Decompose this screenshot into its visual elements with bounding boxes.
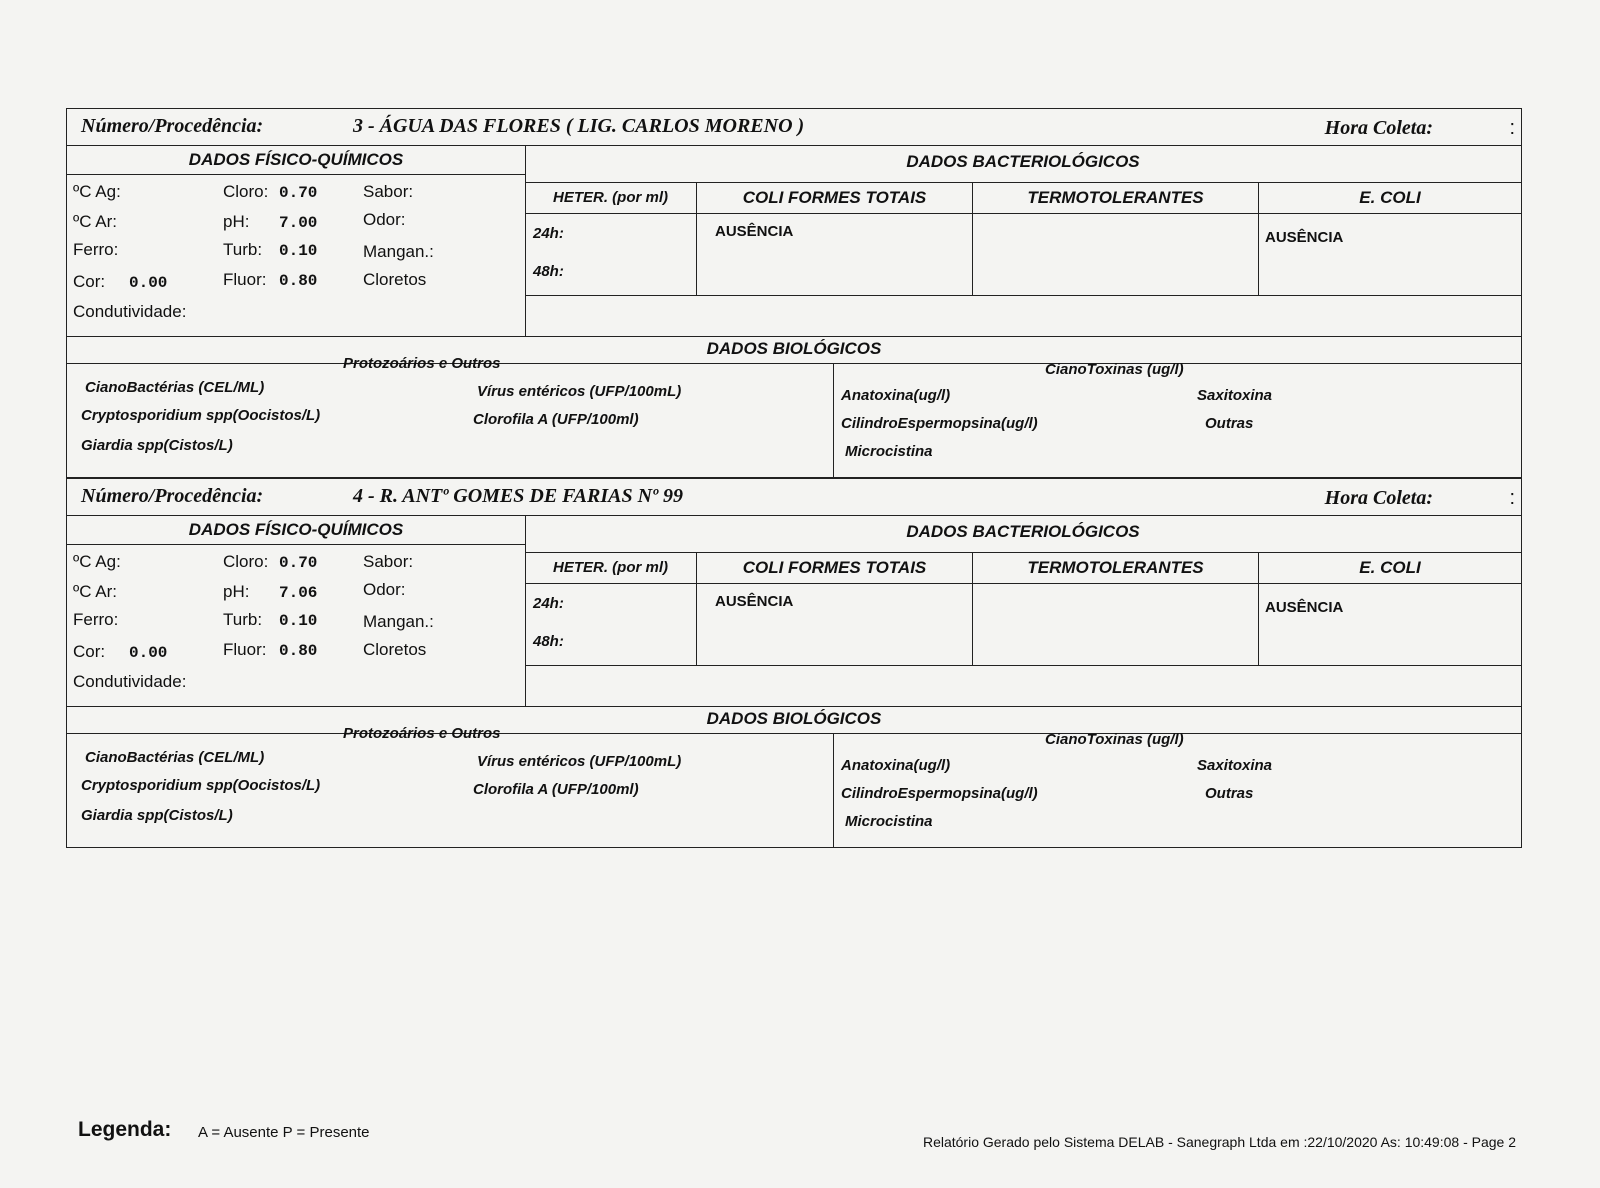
turb-label: Turb:: [223, 610, 263, 629]
cianotoxinas-label: CianoToxinas (ug/l): [1045, 731, 1184, 748]
divider: [67, 363, 1521, 364]
microcistina-label: Microcistina: [845, 813, 933, 830]
saxitoxina-label: Saxitoxina: [1197, 757, 1273, 774]
virus-label: Vírus entéricos (UFP/100mL): [477, 753, 682, 770]
ph-label: pH:: [223, 212, 250, 231]
hora-coleta-value: :: [1509, 487, 1515, 509]
hora-coleta-value: :: [1509, 117, 1515, 139]
microcistina-label: Microcistina: [845, 443, 933, 460]
cilindroespermopsina-label: CilindroEspermopsina(ug/l): [841, 415, 1038, 432]
ferro-label: Ferro:: [73, 240, 119, 259]
data-section: [67, 516, 1521, 707]
ecoli-value: AUSÊNCIA: [1265, 599, 1344, 616]
mangan-label: Mangan.:: [363, 612, 434, 631]
fisico-quimicos-panel: [67, 516, 526, 706]
cianobacterias-label: CianoBactérias (CEL/ML): [85, 379, 265, 396]
heter-column: [525, 553, 697, 665]
fq-title: DADOS FÍSICO-QUÍMICOS: [188, 520, 404, 539]
coli-header: COLI FORMES TOTAIS: [697, 553, 972, 584]
h48-label: 48h:: [533, 633, 564, 650]
record-1: [66, 108, 1522, 478]
ecoli-column: [1259, 183, 1521, 295]
cloretos-label: Cloretos: [363, 270, 427, 289]
coli-value: AUSÊNCIA: [715, 223, 794, 240]
condutividade-label: Condutividade:: [73, 672, 187, 691]
cryptosporidium-label: Cryptosporidium spp(Oocistos/L): [81, 407, 321, 424]
coli-column: [697, 183, 973, 295]
bacteriologicos-panel: [525, 516, 1521, 706]
bio-title: DADOS BIOLÓGICOS: [706, 339, 882, 358]
heter-header: HETER. (por ml): [525, 183, 696, 214]
odor-label: Odor:: [363, 580, 406, 599]
record-2: [66, 478, 1522, 848]
coli-value: AUSÊNCIA: [715, 593, 794, 610]
giardia-label: Giardia spp(Cistos/L): [81, 437, 233, 454]
fisico-quimicos-panel: [67, 146, 526, 336]
turb-value: 0.10: [279, 612, 318, 630]
termo-column: [973, 183, 1259, 295]
ecoli-column: [1259, 553, 1521, 665]
fluor-label: Fluor:: [223, 270, 267, 289]
hora-coleta-label: Hora Coleta:: [1324, 487, 1433, 509]
c-ar-label: ºC Ar:: [73, 212, 117, 231]
coli-column: [697, 553, 973, 665]
ecoli-header: E. COLI: [1259, 553, 1521, 584]
divider: [833, 363, 834, 477]
protozoarios-label: Protozoários e Outros: [343, 725, 501, 742]
cloro-label: Cloro:: [223, 552, 269, 571]
cor-label: Cor:: [73, 272, 106, 291]
legend-label: Legenda:: [78, 1118, 172, 1141]
bac-title: DADOS BACTERIOLÓGICOS: [906, 522, 1140, 541]
record-header: [67, 109, 1521, 146]
bio-title: DADOS BIOLÓGICOS: [706, 709, 882, 728]
procedencia-label: Número/Procedência:: [81, 485, 264, 507]
hora-coleta-label: Hora Coleta:: [1324, 117, 1433, 139]
protozoarios-label: Protozoários e Outros: [343, 355, 501, 372]
cor-value: 0.00: [129, 644, 168, 662]
clorofila-label: Clorofila A (UFP/100ml): [473, 411, 639, 428]
saxitoxina-label: Saxitoxina: [1197, 387, 1273, 404]
fluor-label: Fluor:: [223, 640, 267, 659]
fq-title: DADOS FÍSICO-QUÍMICOS: [188, 150, 404, 169]
c-ag-label: ºC Ag:: [73, 552, 121, 571]
termo-column: [973, 553, 1259, 665]
c-ag-label: ºC Ag:: [73, 182, 121, 201]
ph-value: 7.00: [279, 214, 318, 232]
termo-header: TERMOTOLERANTES: [973, 183, 1258, 214]
ph-label: pH:: [223, 582, 250, 601]
cloretos-label: Cloretos: [363, 640, 427, 659]
ph-value: 7.06: [279, 584, 318, 602]
heter-column: [525, 183, 697, 295]
condutividade-label: Condutividade:: [73, 302, 187, 321]
mangan-label: Mangan.:: [363, 242, 434, 261]
outras-label: Outras: [1205, 785, 1254, 802]
sabor-label: Sabor:: [363, 552, 414, 571]
termo-header: TERMOTOLERANTES: [973, 553, 1258, 584]
odor-label: Odor:: [363, 210, 406, 229]
heter-header: HETER. (por ml): [525, 553, 696, 584]
data-section: [67, 146, 1521, 337]
cor-value: 0.00: [129, 274, 168, 292]
cloro-value: 0.70: [279, 184, 318, 202]
c-ar-label: ºC Ar:: [73, 582, 117, 601]
divider: [67, 174, 525, 175]
record-header: [67, 479, 1521, 516]
bac-title: DADOS BACTERIOLÓGICOS: [906, 152, 1140, 171]
coli-header: COLI FORMES TOTAIS: [697, 183, 972, 214]
cor-label: Cor:: [73, 642, 106, 661]
anatoxina-label: Anatoxina(ug/l): [841, 387, 951, 404]
giardia-label: Giardia spp(Cistos/L): [81, 807, 233, 824]
ferro-label: Ferro:: [73, 610, 119, 629]
turb-value: 0.10: [279, 242, 318, 260]
cilindroespermopsina-label: CilindroEspermopsina(ug/l): [841, 785, 1038, 802]
h48-label: 48h:: [533, 263, 564, 280]
bacteriologicos-panel: [525, 146, 1521, 336]
clorofila-label: Clorofila A (UFP/100ml): [473, 781, 639, 798]
legend-text: A = Ausente P = Presente: [198, 1124, 370, 1141]
virus-label: Vírus entéricos (UFP/100mL): [477, 383, 682, 400]
sabor-label: Sabor:: [363, 182, 414, 201]
procedencia-value: 4 - R. ANTº GOMES DE FARIAS Nº 99: [353, 485, 684, 507]
cianotoxinas-label: CianoToxinas (ug/l): [1045, 361, 1184, 378]
outras-label: Outras: [1205, 415, 1254, 432]
procedencia-label: Número/Procedência:: [81, 115, 264, 137]
ecoli-value: AUSÊNCIA: [1265, 229, 1344, 246]
report-footer: Relatório Gerado pelo Sistema DELAB - Sanegraph Ltda em :22/10/2020 As: 10:49:08 - Page 2: [922, 1134, 1516, 1150]
divider: [833, 733, 834, 847]
biologicos-panel: [67, 337, 1521, 477]
procedencia-value: 3 - ÁGUA DAS FLORES ( LIG. CARLOS MORENO ): [353, 115, 805, 137]
divider: [67, 733, 1521, 734]
ecoli-header: E. COLI: [1259, 183, 1521, 214]
cloro-label: Cloro:: [223, 182, 269, 201]
bac-table: [525, 182, 1521, 296]
cianobacterias-label: CianoBactérias (CEL/ML): [85, 749, 265, 766]
cloro-value: 0.70: [279, 554, 318, 572]
biologicos-panel: [67, 707, 1521, 847]
fluor-value: 0.80: [279, 272, 318, 290]
fluor-value: 0.80: [279, 642, 318, 660]
divider: [67, 544, 525, 545]
cryptosporidium-label: Cryptosporidium spp(Oocistos/L): [81, 777, 321, 794]
bac-table: [525, 552, 1521, 666]
turb-label: Turb:: [223, 240, 263, 259]
h24-label: 24h:: [533, 225, 564, 242]
anatoxina-label: Anatoxina(ug/l): [841, 757, 951, 774]
h24-label: 24h:: [533, 595, 564, 612]
